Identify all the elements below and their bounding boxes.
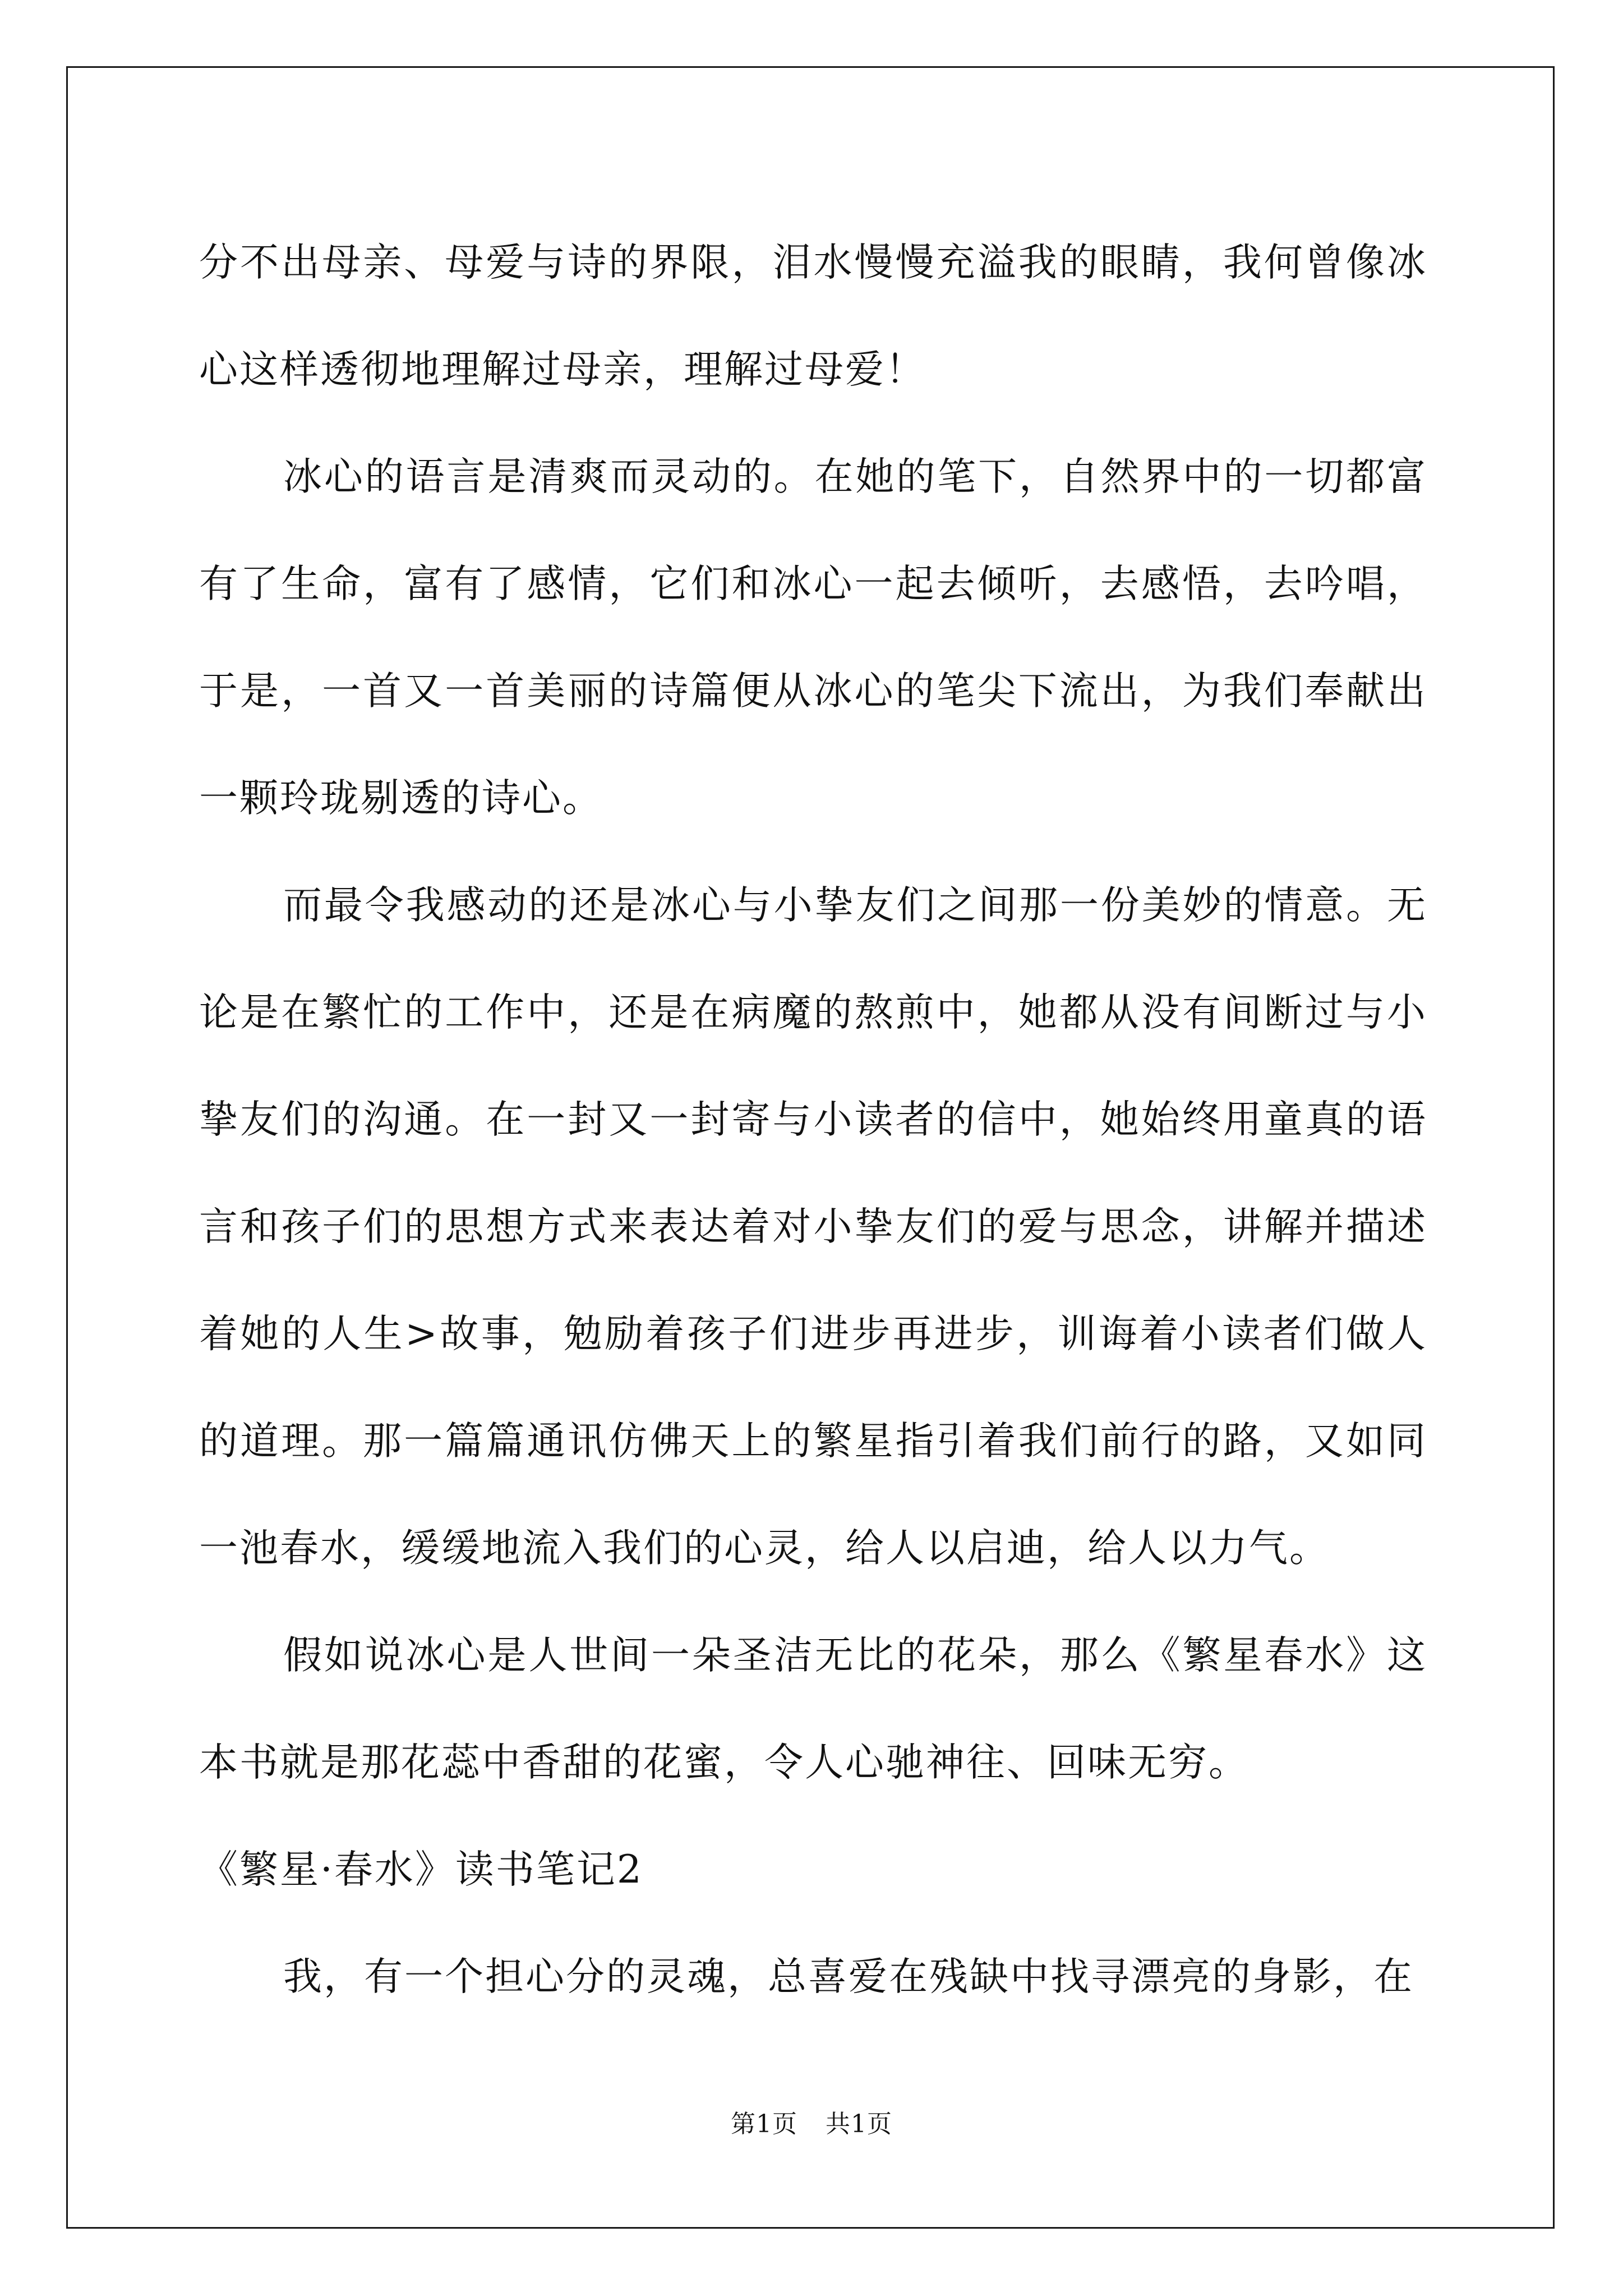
page-number: 第1页: [731, 2110, 797, 2138]
page-footer: [0, 2104, 1623, 2139]
paragraph-5: 我，有一个担心分的灵魂，总喜爱在残缺中找寻漂亮的身影，在: [283, 1954, 1414, 1999]
paragraph-2: 冰心的语言是清爽而灵动的。在她的笔下，自然界中的一切都富有了生命，富有了感情，它们和冰心一起去倾听，去感悟，去吟唱，于是，一首又一首美丽的诗篇便从冰心的笔尖下流出，为我们奉献出一颗玲珑剔透的诗心。: [199, 454, 1427, 821]
document-body: [199, 209, 1427, 2031]
paragraph-1: 分不出母亲、母爱与诗的界限，泪水慢慢充溢我的眼睛，我何曾像冰心这样透彻地理解过母亲，理解过母爱！: [199, 240, 1427, 392]
paragraph-4: 假如说冰心是人世间一朵圣洁无比的花朵，那么《繁星春水》这本书就是那花蕊中香甜的花蜜，令人心驰神往、回味无穷。: [199, 1633, 1427, 1785]
paragraph-3: 而最令我感动的还是冰心与小挚友们之间那一份美妙的情意。无论是在繁忙的工作中，还是在病魔的熬煎中，她都从没有间断过与小挚友们的沟通。在一封又一封寄与小读者的信中，她始终用童真的语言和孩子们的思想方式来表达着对小挚友们的爱与思念，讲解并描述着她的人生>故事，勉励着孩子们进步再进步，训诲着小读者们做人的道理。那一篇篇通讯仿佛天上的繁星指引着我们前行的路，又如同一池春水，缓缓地流入我们的心灵，给人以启迪，给人以力气。: [199, 883, 1427, 1571]
section-heading: 《繁星·春水》读书笔记2: [199, 1847, 643, 1892]
page-total: 共1页: [826, 2110, 892, 2138]
